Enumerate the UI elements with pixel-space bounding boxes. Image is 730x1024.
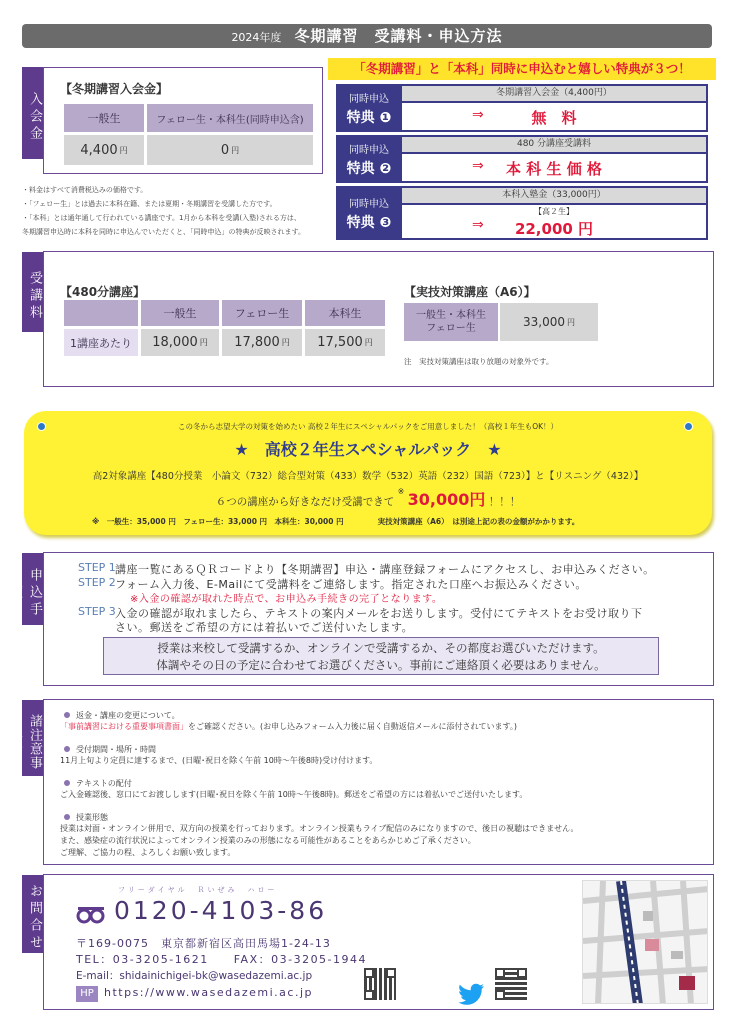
admission-notes <box>22 183 332 239</box>
attendance-box <box>103 637 659 675</box>
admission-col-fellow: フェロー生・本科生(同時申込含) <box>147 104 313 132</box>
freedial-icon <box>76 906 106 924</box>
fee-jg-heading: 【実技対策講座（A6）】 <box>404 285 536 299</box>
tokuten-3-result-box <box>402 205 706 238</box>
notice-format-text-1: 授業は対面・オンライン併用で、双方向の授業を行っております。オンライン授業もライブ配信のみになりますので、後日の視聴はできません。 <box>60 824 579 833</box>
notice-text-title: テキストの配付 <box>64 778 132 789</box>
header-bar <box>22 24 712 48</box>
tab-admission: 入会金 <box>22 67 44 159</box>
special-title: ★ 高校２年生スペシャルパック ★ <box>234 440 502 459</box>
special-courses: 高2対象講座【480分授業 小論文（732）総合型対策（433）数学（532）英語（232）国語（723）】と【リスニング（432）】 <box>92 471 644 482</box>
tokuten-2-result: 本 科 生 価 格 <box>506 160 602 178</box>
tokuten-3-sub: 【高２生】 <box>534 207 574 216</box>
tokuten-2-label: 同時申込 特典 ❷ <box>346 145 392 177</box>
twitter-icon[interactable] <box>458 983 484 1005</box>
fee-66-bar <box>64 300 138 326</box>
tab-notices: 諸注意事項 <box>22 700 44 776</box>
special-footnote: ※ 一般生：35,000 円 フェロー生：33,000 円 本科生：30,000 円 実技対策講座（A6） は別途上記の表の金額がかかります。 <box>92 517 580 526</box>
contact-url[interactable]: https://www.wasedazemi.ac.jp <box>104 986 313 999</box>
tokuten-banner: 「冬期講習」と「本科」同時に申込むと嬉しい特典が３つ！ <box>328 58 716 80</box>
freedial-number[interactable]: 0120-4103-86 <box>114 896 328 925</box>
tokuten-1 <box>336 84 708 132</box>
fee-val-fellow: 17,800 円 <box>222 329 302 356</box>
note-line: 冬期講習申込時に本科を同時に申込んでいただくと、「同時申込」の特典が反映されます。 <box>22 228 305 236</box>
tokuten-1-result: 無 料 <box>531 109 577 127</box>
fee-val-general: 18,000 円 <box>141 329 219 356</box>
freedial-ruby: フリーダイヤル Ｒいぜみ ハロー <box>118 886 278 894</box>
notice-reception-title: 受付期間・場所・時間 <box>64 744 156 755</box>
tab-steps: 申込手順 <box>22 553 44 625</box>
fee-col-honka: 本科生 <box>305 300 385 326</box>
fee-480-heading: 【480分講座】 <box>60 285 146 299</box>
notice-refund-text: 「事前講習における重要事項書面」をご確認ください。(お申し込みフォーム入力後に届く自動返信メールに添付されています。) <box>60 722 518 731</box>
tab-fee: 受講料 <box>22 252 44 332</box>
tokuten-1-title: 冬期講習入会金（4,400円） <box>402 86 706 101</box>
contact-email[interactable]: E-mail：shidainichigei-bk@wasedazemi.ac.jp <box>76 970 313 982</box>
tokuten-1-result-box <box>402 103 706 130</box>
notice-format-title: 授業形態 <box>64 812 108 823</box>
qr-code-icon[interactable] <box>495 968 527 1000</box>
admission-val-general: 4,400 円 <box>64 135 144 165</box>
notice-refund-title: 返金・講座の変更について。 <box>64 710 180 721</box>
step-2-note: ※入金の確認が取れた時点で、お申込み手続きの完了となります。 <box>130 594 443 605</box>
step-1-text: 講座一覧にあるＱＲコードより【冬期講習】申込・講座登録フォームにアクセスし、お申込みください。 <box>115 563 655 576</box>
fee-row-label: 1講座あたり <box>64 329 138 356</box>
special-price-line: ６つの講座から好きなだけ受講できて ※ 30,000円 ！！！ <box>215 487 521 509</box>
fee-jg-note: 注 実技対策講座は取り放題の対象外です。 <box>404 357 554 366</box>
note-line: ・料金はすべて消費税込みの価格です。 <box>22 186 148 194</box>
admission-val-fellow: 0 円 <box>147 135 313 165</box>
note-line: ・「本科」とは通年通して行われている講座です。1月から本科を受講(入塾)される方は、 <box>22 214 301 222</box>
header-year: 2024年度 <box>231 31 282 44</box>
tokuten-1-label: 同時申込 特典 ❶ <box>346 94 392 126</box>
special-intro: この冬から志望大学の対策を始めたい 高校２年生にスペシャルパックをご用意しました！（高校１年生もOK！） <box>177 422 559 431</box>
step-3-text: 入金の確認が取れましたら、テキストの案内メールをお送りします。受付にてテキストをお受け取り下 <box>115 607 643 620</box>
fee-jg-value: 33,000 円 <box>500 303 598 341</box>
notice-reception-text: 11月上旬より定員に達するまで、(日曜･祝日を除く午前 10時〜午後8時)受け付けます。 <box>60 756 378 765</box>
step-1-label: STEP 1 <box>78 561 116 574</box>
attendance-line-1: 授業は来校して受講するか、オンラインで受講するか、その都度お選びいただけます。 <box>157 641 605 655</box>
admission-col-general: 一般生 <box>64 104 144 132</box>
tokuten-2 <box>336 135 708 183</box>
step-3-text-cont: さい。郵送をご希望の方には着払いでご送付いたします。 <box>115 621 414 634</box>
hp-badge: HP <box>76 986 98 1002</box>
tokuten-3-title: 本科入塾金（33,000円） <box>402 188 706 203</box>
access-map <box>582 880 708 1004</box>
fee-col-general: 一般生 <box>141 300 219 326</box>
tokuten-3 <box>336 186 708 240</box>
notice-text-text: ご入金確認後、窓口にてお渡しします(日曜･祝日を除く午前 10時〜午後8時)。郵送をご希望の方には着払いでご送付いたします。 <box>60 790 528 799</box>
contact-address: 〒169-0075 東京都新宿区高田馬場1-24-13 <box>76 937 331 950</box>
tab-contact: お問合せ <box>22 875 44 953</box>
fee-val-honka: 17,500 円 <box>305 329 385 356</box>
qr-code-icon[interactable] <box>364 968 396 1000</box>
tokuten-3-label: 同時申込 特典 ❸ <box>346 199 392 231</box>
arrow-icon: ⇒ <box>472 217 484 233</box>
special-price: 30,000円 <box>407 490 486 509</box>
tokuten-2-result-box <box>402 154 706 181</box>
admission-heading: 【冬期講習入会金】 <box>60 82 169 96</box>
arrow-icon: ⇒ <box>472 107 484 123</box>
contact-tel-fax: TEL：03-3205-1621 FAX：03-3205-1944 <box>76 953 368 966</box>
arrow-icon: ⇒ <box>472 158 484 174</box>
step-2-text: フォーム入力後、E-Mailにて受講料をご連絡します。指定された口座へお振込みください。 <box>115 578 587 591</box>
fee-col-fellow: フェロー生 <box>222 300 302 326</box>
notice-format-text-2: また、感染症の流行状況によってオンライン授業のみの形態になる可能性があることをあらかじめご了承ください。 <box>60 836 476 845</box>
step-2-label: STEP 2 <box>78 576 116 589</box>
fee-jg-label: 一般生・本科生 フェロー生 <box>404 303 498 341</box>
step-3-label: STEP 3 <box>78 605 116 618</box>
note-line: ・「フェロー生」とは過去に本科在籍、または夏期・冬期講習を受講した方です。 <box>22 200 277 208</box>
page-title: 冬期講習 受講料・申込方法 <box>294 27 503 45</box>
attendance-line-2: 体調やその日の予定に合わせてお選びください。事前にご連絡頂く必要はありません。 <box>156 658 606 672</box>
tokuten-2-title: 480 分講座受講料 <box>402 137 706 152</box>
notice-format-text-3: ご理解、ご協力の程、よろしくお願い致します。 <box>60 848 236 857</box>
tokuten-3-result: 22,000 円 <box>514 220 594 238</box>
